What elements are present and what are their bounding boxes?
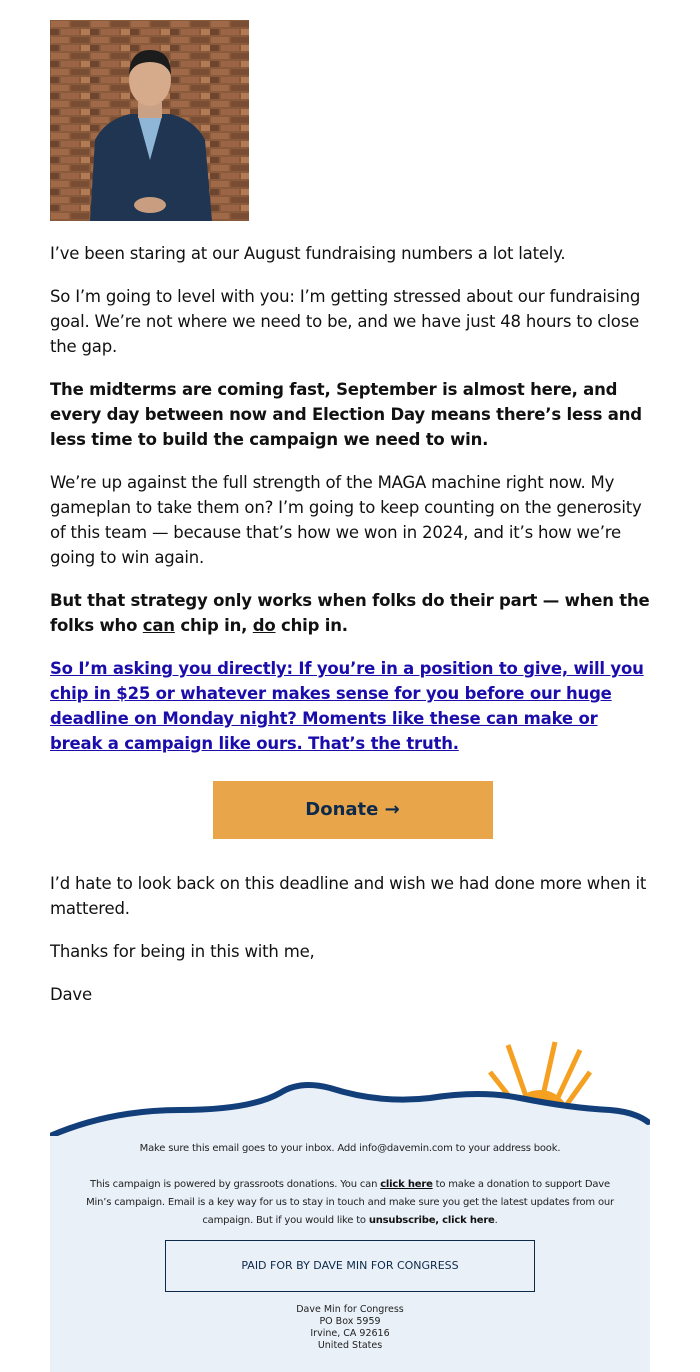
- email-footer: [50, 1040, 650, 1372]
- emphasis-do: do: [252, 616, 276, 635]
- donate-ask-link[interactable]: So I’m asking you directly: If you’re in a position to give, will you chip in $25 or whatever makes sense for you before our huge deadline on Monday night? Moments like these can make or break a campaign like ours. That’s the truth.: [50, 659, 644, 753]
- donation-click-here-link[interactable]: click here: [380, 1179, 433, 1190]
- paragraph-maga: We’re up against the full strength of the MAGA machine right now. My gameplan to take them on? I’m going to keep counting on the generosity of this team — because that’s how we won in 2024, and it’s how we’re going to win again.: [50, 473, 642, 567]
- unsubscribe-link[interactable]: unsubscribe, click here: [368, 1215, 495, 1226]
- paragraph-thanks: Thanks for being in this with me,: [50, 942, 315, 961]
- paragraph-midterms: The midterms are coming fast, September is almost here, and every day between now and Election Day means there’s less and less time to build the campaign we need to win.: [50, 380, 642, 449]
- footer-body: [50, 1136, 650, 1372]
- address-line-3: Irvine, CA 92616: [310, 1328, 390, 1339]
- grassroots-text-start: This campaign is powered by grassroots donations. You can: [90, 1179, 381, 1190]
- strategy-text-start: But that strategy only works when folks do their part — when the folks who: [50, 591, 650, 635]
- grassroots-text-middle: to make a donation to support Dave Min’s campaign. Email is a key way for us to stay in touch and make sure you get the latest updates from our campaign. But if you would like to: [86, 1179, 614, 1226]
- donate-button-container: [50, 781, 655, 839]
- grassroots-note: [50, 1176, 650, 1230]
- paragraph-strategy: [50, 588, 655, 638]
- paragraph-hate-to-look-back: I’d hate to look back on this deadline and wish we had done more when it mattered.: [50, 874, 647, 918]
- address-line-4: United States: [317, 1340, 383, 1351]
- paragraph-intro: I’ve been staring at our August fundraising numbers a lot lately.: [50, 244, 566, 263]
- paragraph-level-with-you: So I’m going to level with you: I’m getting stressed about our fundraising goal. We’re not where we need to be, and we have just 48 hours to close the gap.: [50, 287, 641, 356]
- email-body: [50, 20, 655, 1025]
- paragraph-ask: [50, 656, 655, 756]
- mailing-address: [50, 1304, 650, 1352]
- candidate-photo: [50, 20, 249, 221]
- grassroots-text-end: .: [494, 1215, 498, 1226]
- wave-sun-graphic: [50, 1040, 650, 1140]
- emphasis-can: can: [142, 616, 175, 635]
- donate-button[interactable]: Donate →: [213, 781, 493, 839]
- inbox-note: Make sure this email goes to your inbox. Add info@davemin.com to your address book.: [139, 1143, 561, 1154]
- address-line-1: Dave Min for Congress: [296, 1304, 404, 1315]
- address-line-2: PO Box 5959: [319, 1316, 381, 1327]
- strategy-text-middle: chip in,: [174, 616, 253, 635]
- strategy-text-end: chip in.: [275, 616, 348, 635]
- signature: Dave: [50, 985, 92, 1004]
- paid-for-box: PAID FOR BY DAVE MIN FOR CONGRESS: [165, 1240, 535, 1292]
